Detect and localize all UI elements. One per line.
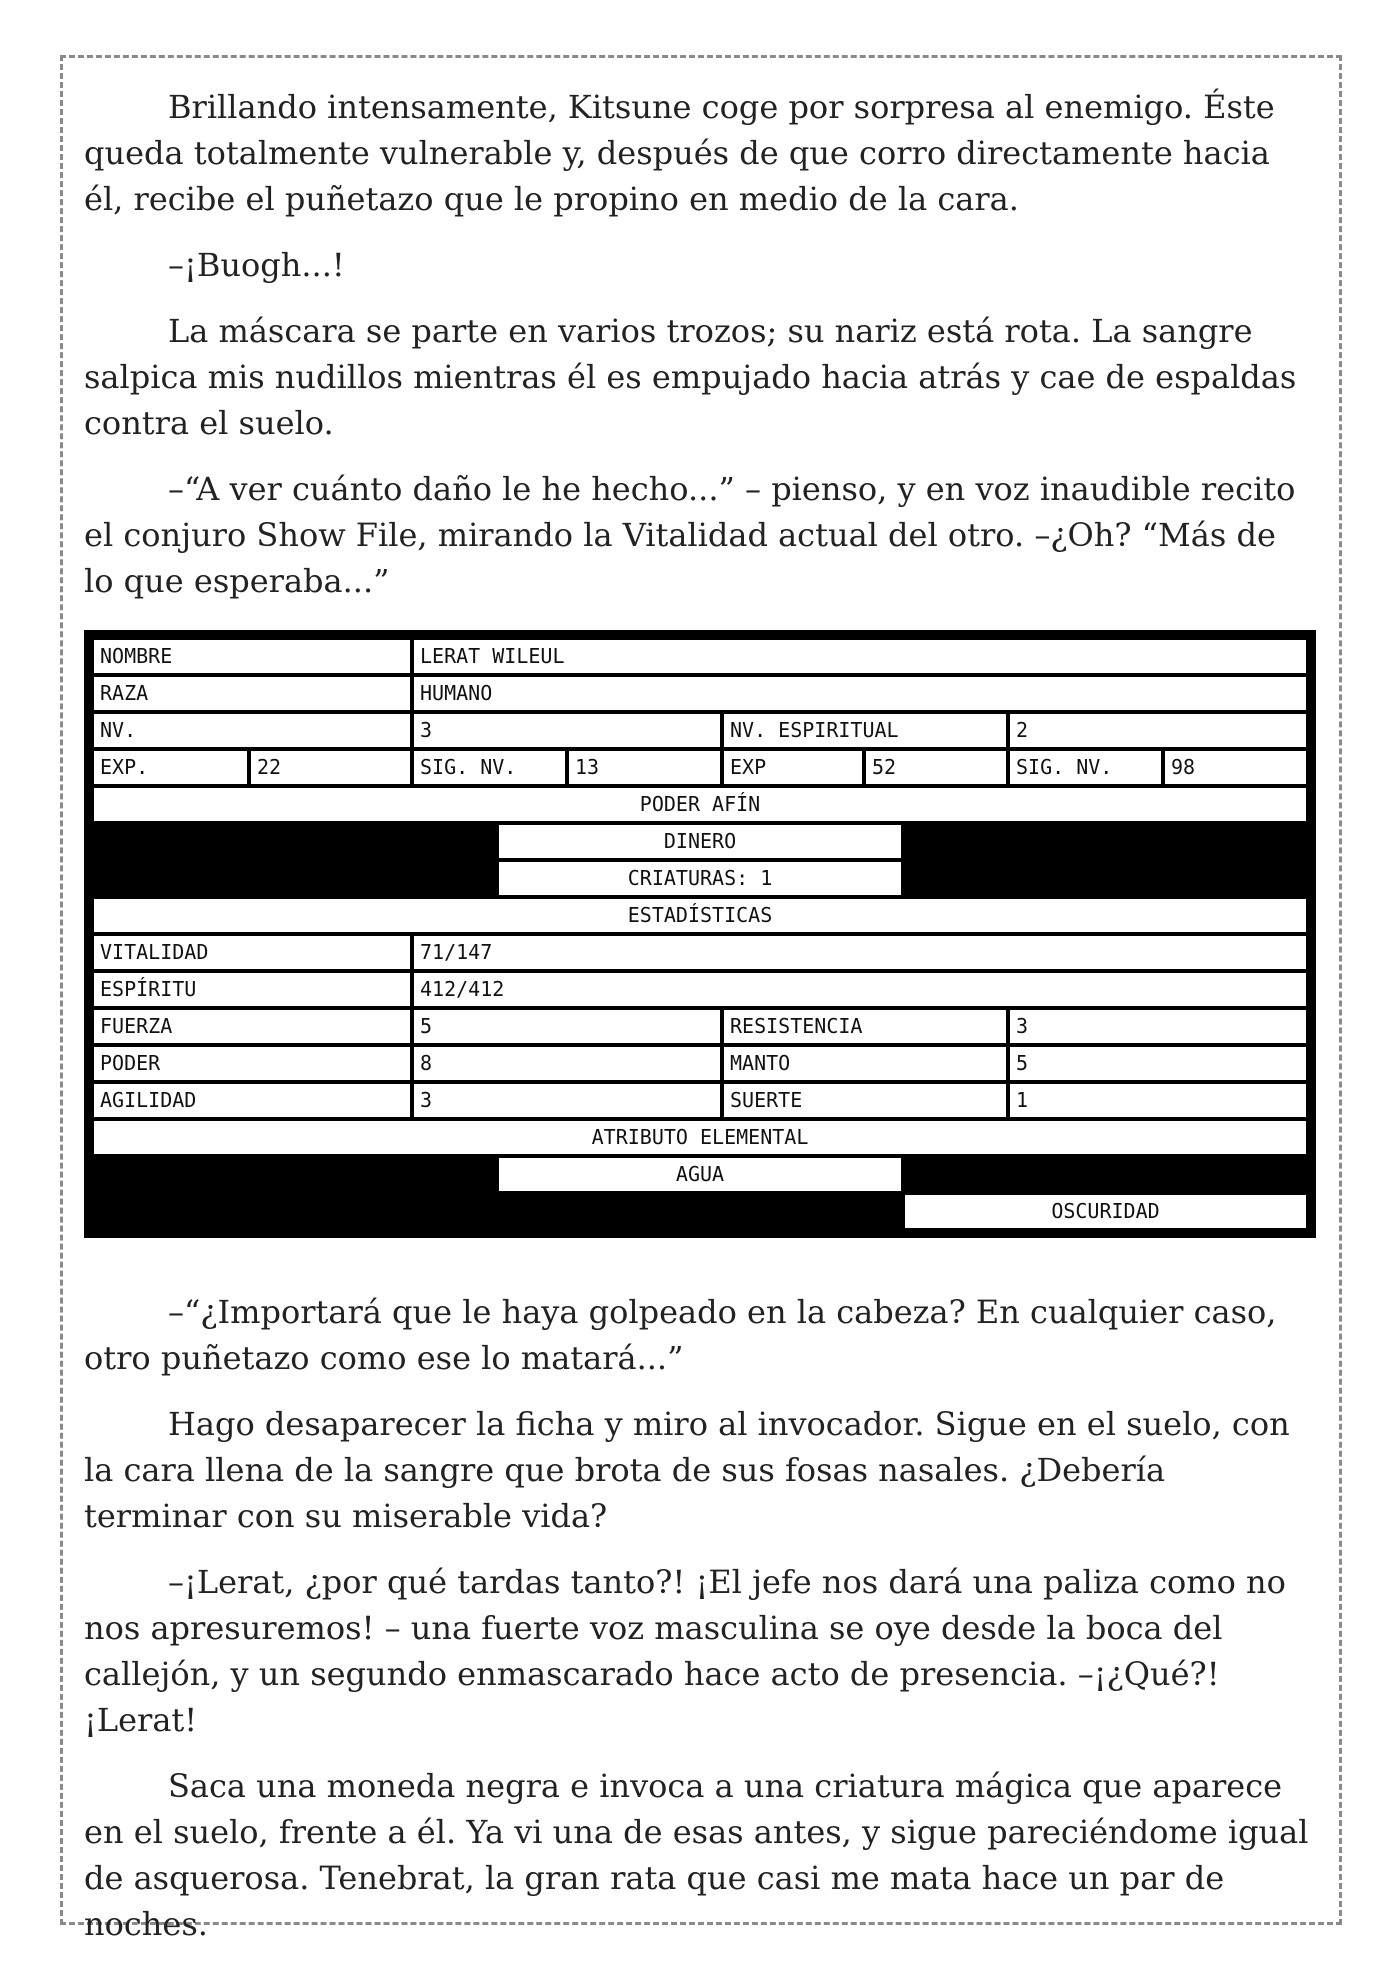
nv-espiritual-label: NV. ESPIRITUAL <box>722 712 1008 749</box>
raza-value: HUMANO <box>412 675 1308 712</box>
character-sheet <box>84 630 1316 1238</box>
sig-nv-espiritual-value: 98 <box>1163 749 1308 786</box>
fuerza-value: 5 <box>412 1008 722 1045</box>
redacted-block <box>903 860 1308 897</box>
paragraph: Hago desaparecer la ficha y miro al invocador. Sigue en el suelo, con la cara llena de la sangre que brota de sus fosas nasales. ¿Debería terminar con su miserable vida? <box>84 1405 1290 1535</box>
manto-label: MANTO <box>722 1045 1008 1082</box>
redacted-block <box>903 823 1308 860</box>
paragraph: Brillando intensamente, Kitsune coge por sorpresa al enemigo. Éste queda totalmente vulnerable y, después de que corro directamente hacia él, recibe el puñetazo que le propino en medio de la cara. <box>84 88 1275 218</box>
nv-label: NV. <box>92 712 412 749</box>
paragraph: Saca una moneda negra e invoca a una criatura mágica que aparece en el suelo, frente a él. Ya vi una de esas antes, y sigue pareciéndome igual de asquerosa. Tenebrat, la gran rata que casi me mata hace un par de noches. <box>84 1767 1309 1943</box>
paragraph: –“A ver cuánto daño le he hecho...” – pienso, y en voz inaudible recito el conjuro Show File, mirando la Vitalidad actual del otro. –¿Oh? “Más de lo que esperaba...” <box>84 470 1296 600</box>
exp-value: 22 <box>249 749 412 786</box>
story-text-bottom <box>84 1289 1314 1967</box>
suerte-label: SUERTE <box>722 1082 1008 1119</box>
sig-nv-label: SIG. NV. <box>412 749 567 786</box>
vitalidad-label: VITALIDAD <box>92 934 412 971</box>
paragraph: –“¿Importará que le haya golpeado en la cabeza? En cualquier caso, otro puñetazo como ese lo matará...” <box>84 1293 1277 1377</box>
sig-nv-espiritual-label: SIG. NV. <box>1008 749 1163 786</box>
criaturas-cell: CRIATURAS: 1 <box>497 860 903 897</box>
poder-afin-header: PODER AFÍN <box>92 786 1308 823</box>
nv-value: 3 <box>412 712 722 749</box>
estadisticas-header: ESTADÍSTICAS <box>92 897 1308 934</box>
nombre-label: NOMBRE <box>92 638 412 675</box>
story-text-top <box>84 84 1314 624</box>
sig-nv-value: 13 <box>567 749 722 786</box>
resistencia-label: RESISTENCIA <box>722 1008 1008 1045</box>
oscuridad-cell: OSCURIDAD <box>903 1193 1308 1230</box>
nv-espiritual-value: 2 <box>1008 712 1308 749</box>
raza-label: RAZA <box>92 675 412 712</box>
agua-cell: AGUA <box>497 1156 903 1193</box>
nombre-value: LERAT WILEUL <box>412 638 1308 675</box>
redacted-block <box>92 1156 497 1193</box>
redacted-block <box>92 823 497 860</box>
paragraph: La máscara se parte en varios trozos; su nariz está rota. La sangre salpica mis nudillos mientras él es empujado hacia atrás y cae de espaldas contra el suelo. <box>84 312 1297 442</box>
exp-label: EXP. <box>92 749 249 786</box>
dinero-cell: DINERO <box>497 823 903 860</box>
redacted-block <box>92 1193 497 1230</box>
exp-espiritual-label: EXP <box>722 749 864 786</box>
manto-value: 5 <box>1008 1045 1308 1082</box>
suerte-value: 1 <box>1008 1082 1308 1119</box>
espiritu-value: 412/412 <box>412 971 1308 1008</box>
redacted-block <box>92 860 497 897</box>
exp-espiritual-value: 52 <box>864 749 1008 786</box>
fuerza-label: FUERZA <box>92 1008 412 1045</box>
redacted-block <box>497 1193 903 1230</box>
paragraph: –¡Buogh...! <box>168 246 345 284</box>
atributo-elemental-header: ATRIBUTO ELEMENTAL <box>92 1119 1308 1156</box>
redacted-block <box>903 1156 1308 1193</box>
poder-value: 8 <box>412 1045 722 1082</box>
agilidad-value: 3 <box>412 1082 722 1119</box>
vitalidad-value: 71/147 <box>412 934 1308 971</box>
agilidad-label: AGILIDAD <box>92 1082 412 1119</box>
poder-label: PODER <box>92 1045 412 1082</box>
paragraph: –¡Lerat, ¿por qué tardas tanto?! ¡El jefe nos dará una paliza como no nos apresuremos! – una fuerte voz masculina se oye desde la boca del callejón, y un segundo enmascarado hace acto de presencia. –¡¿Qué?! ¡Lerat! <box>84 1563 1286 1739</box>
espiritu-label: ESPÍRITU <box>92 971 412 1008</box>
resistencia-value: 3 <box>1008 1008 1308 1045</box>
